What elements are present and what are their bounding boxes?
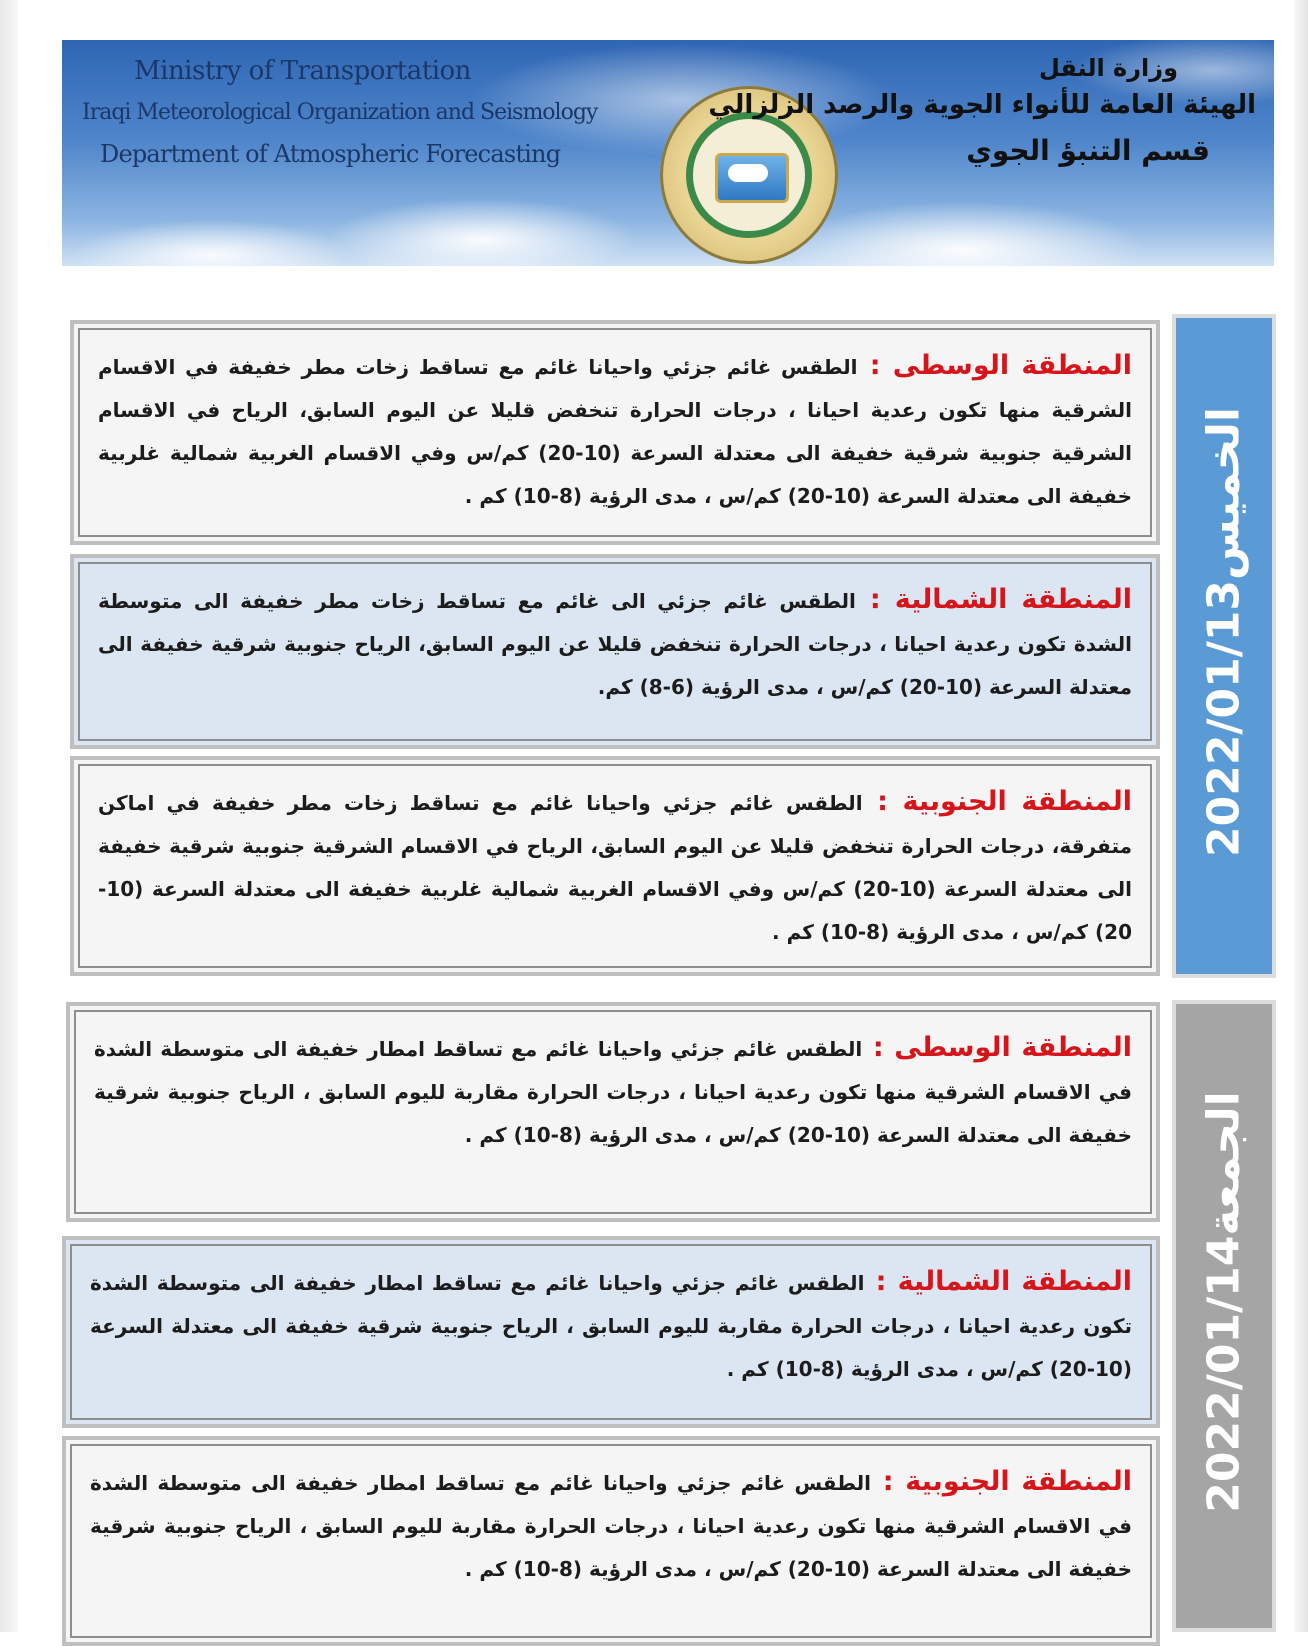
header-banner bbox=[62, 40, 1274, 266]
page-left-edge bbox=[0, 0, 18, 1632]
cloud-icon bbox=[728, 164, 768, 182]
organization-name-arabic: الهيئة العامة للأنواء الجوية والرصد الزلزالي bbox=[708, 90, 1256, 120]
region-title: المنطقة الشمالية bbox=[897, 1266, 1132, 1297]
forecast-body: الطقس غائم جزئي واحيانا غائم مع تساقط امطار خفيفة الى متوسطة الشدة في الاقسام الشرقية منها تكون رعدية احيانا ، درجات الحرارة مقاربة لليوم السابق ، الرياح جنوبية شرقية خفيفة الى معتدلة السرعة (10-20) كم/س ، مدى الرؤية (8-10) كم . bbox=[94, 1037, 1132, 1147]
forecast-text bbox=[90, 1260, 1132, 1391]
forecast-text bbox=[94, 1026, 1132, 1157]
forecast-body: الطقس غائم جزئي الى غائم مع تساقط زخات مطر خفيفة الى متوسطة الشدة تكون رعدية احيانا ، درجات الحرارة تنخفض قليلا عن اليوم السابق، الرياح جنوبية شرقية خفيفة الى معتدلة السرعة (10-20) كم/س ، مدى الرؤية (6-8) كم. bbox=[98, 589, 1132, 699]
department-name-english: Department of Atmospheric Forecasting bbox=[100, 140, 561, 168]
emblem-ring bbox=[686, 112, 812, 238]
forecast-panel-central bbox=[66, 1002, 1160, 1222]
day-date: 2022/01/14 bbox=[1198, 1235, 1250, 1513]
region-separator: : bbox=[862, 1032, 895, 1063]
day-name: الخميس bbox=[1198, 406, 1250, 580]
forecast-text bbox=[98, 780, 1132, 954]
forecast-text bbox=[98, 344, 1132, 518]
forecast-panel-south bbox=[70, 756, 1160, 976]
region-title: المنطقة الوسطى bbox=[892, 350, 1132, 381]
day-date: 2022/01/13 bbox=[1198, 579, 1250, 858]
region-title: المنطقة الجنوبية bbox=[902, 786, 1132, 817]
page-right-edge bbox=[1294, 0, 1308, 1632]
region-separator: : bbox=[862, 786, 903, 817]
day-band-label bbox=[1199, 407, 1250, 885]
ministry-name-arabic: وزارة النقل bbox=[1038, 54, 1178, 82]
forecast-panel-central bbox=[70, 320, 1160, 545]
forecast-body: الطقس غائم جزئي واحيانا غائم مع تساقط زخات مطر خفيفة في الاقسام الشرقية منها تكون رعدية احيانا ، درجات الحرارة تنخفض قليلا عن اليوم السابق، الرياح في الاقسام الشرقية جنوبية شرقية خفيفة الى معتدلة السرعة (10-20) كم/س وفي الاقسام الغربية شمالية غلربية خفيفة الى معتدلة السرعة (10-20) كم/س ، مدى الرؤية (8-10) كم . bbox=[98, 355, 1132, 508]
day-band-friday bbox=[1172, 1000, 1276, 1632]
region-title: المنطقة الشمالية bbox=[894, 584, 1133, 615]
forecast-body: الطقس غائم جزئي واحيانا غائم مع تساقط زخات مطر خفيفة في اماكن متفرقة، درجات الحرارة تنخفض قليلا عن اليوم السابق، الرياح في الاقسام الشرقية جنوبية شرقية خفيفة الى معتدلة السرعة (10-20) كم/س وفي الاقسام الغربية شمالية غلربية خفيفة الى معتدلة السرعة (10-20) كم/س ، مدى الرؤية (8-10) كم . bbox=[98, 791, 1132, 944]
forecast-panel-north bbox=[70, 554, 1160, 749]
day-band-thursday bbox=[1172, 314, 1276, 978]
region-separator: : bbox=[855, 584, 895, 615]
region-title: المنطقة الوسطى bbox=[894, 1032, 1132, 1063]
region-separator: : bbox=[870, 1466, 906, 1497]
day-name: الجمعة bbox=[1198, 1091, 1250, 1236]
forecast-body: الطقس غائم جزئي واحيانا غائم مع تساقط امطار خفيفة الى متوسطة الشدة في الاقسام الشرقية منها تكون رعدية احيانا ، درجات الحرارة مقاربة لليوم السابق ، الرياح جنوبية شرقية خفيفة الى معتدلة السرعة (10-20) كم/س ، مدى الرؤية (8-10) كم . bbox=[90, 1471, 1132, 1581]
forecast-text bbox=[90, 1460, 1132, 1591]
forecast-panel-north bbox=[62, 1236, 1160, 1428]
organization-name-english: Iraqi Meteorological Organization and Seismology bbox=[82, 100, 598, 125]
region-separator: : bbox=[864, 1266, 898, 1297]
region-title: المنطقة الجنوبية bbox=[905, 1466, 1132, 1497]
department-name-arabic: قسم التنبؤ الجوي bbox=[966, 134, 1210, 167]
day-band-label bbox=[1199, 1091, 1250, 1540]
region-separator: : bbox=[857, 350, 893, 381]
forecast-text bbox=[98, 578, 1132, 709]
ministry-name-english: Ministry of Transportation bbox=[134, 56, 471, 86]
forecast-body: الطقس غائم جزئي واحيانا غائم مع تساقط امطار خفيفة الى متوسطة الشدة تكون رعدية احيانا ، درجات الحرارة مقاربة لليوم السابق ، الرياح جنوبية شرقية خفيفة الى معتدلة السرعة (10-20) كم/س ، مدى الرؤية (8-10) كم . bbox=[90, 1271, 1132, 1381]
emblem-sky-icon bbox=[715, 153, 789, 203]
forecast-panel-south bbox=[62, 1436, 1160, 1646]
